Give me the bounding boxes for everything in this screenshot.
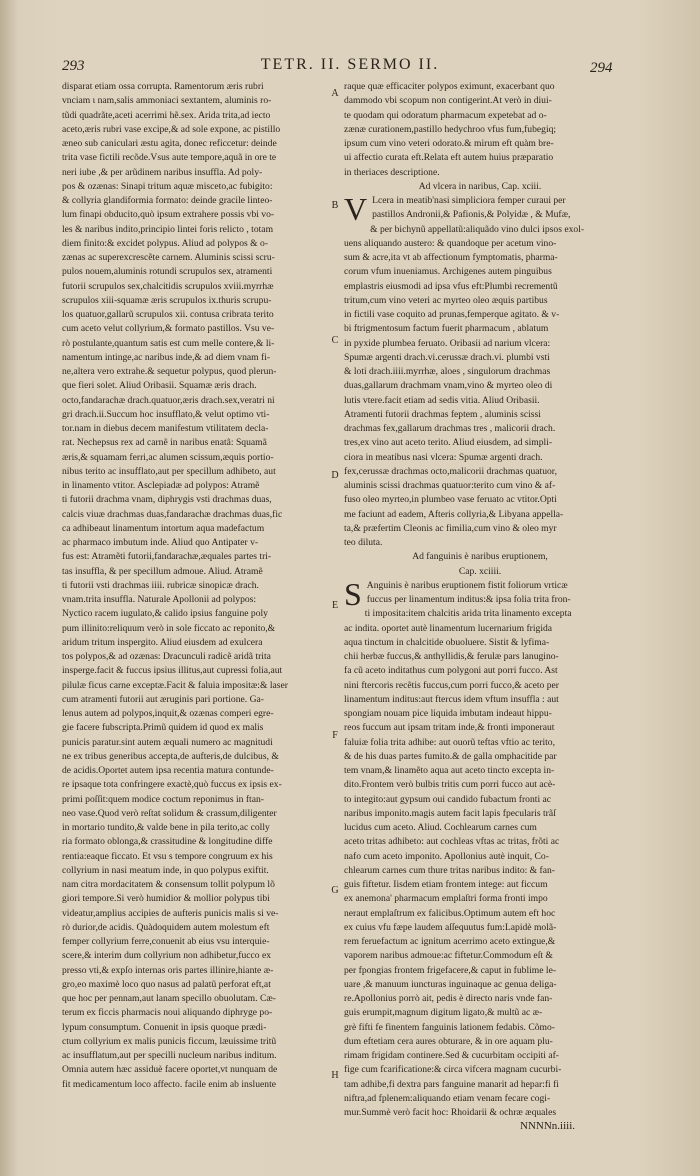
chapter-1-line: uens aliquando austero: & quandoque per acetum vino- [344,237,557,249]
left-column-line: cum aceto velut collyrium,& formato pastillos. Vsu ve- [62,323,275,335]
right-column-line: raque quæ efficaciter polypos eximunt, exacerbant quo [344,81,555,92]
left-column-line: octo,fandarachæ drach.quatuor,æris drach.sex,veratri ni [62,394,275,406]
left-column-line: terum ex ficcis pharmacis noui aliquando diphryge po- [62,1007,273,1019]
right-column [344,80,616,1120]
left-column-line: ac pharmaco imbutum inde. Aliud quo Antipater v- [62,537,259,548]
chapter-1-line: fuso oleo myrteo,in plumbeo vase feruato ac vtitor.Opti [344,494,557,506]
chapter-2-line: fa cũ aceto inditathus cum polygoni aut porri fucco. Ast [344,665,558,677]
left-column-line: in mortario tundito,& valde bene in pila terito,ac colly [62,822,270,833]
chapter-1-line: Lcera in meatib'nasi simpliciora femper curaui per [372,195,566,206]
right-column-line: ui affectio curata eft.Relata eft autem huius præparatio [344,152,554,164]
chapter-2-line: rem feruefactum ac ignitum acerrimo aceto extingue,& [344,936,556,947]
left-column-line: ctum collyrium ex malis punicis ficcum, læuissime tritũ [62,1035,277,1047]
chapter-1-line: in fictili vase coquito ad prunas,femperque agitato. & v- [344,309,560,320]
chapter-2-line: lucidus cum aceto. Aliud. Cochlearum carnes cum [344,822,537,833]
chapter-1-line: aluminis scissi drachmas quatuor:terito cum vino & af- [344,480,556,491]
chapter-1-line: in pyxide plumbea feruato. Oribasii ad narium vlcera: [344,337,551,349]
left-column-line: ac insufflatum,aut per specilli nucleum naribus inditum. [62,1050,277,1061]
left-column-line: zænas ac superexcrescẽte carnem. Aluminis scissi scru- [62,252,275,263]
left-column-line: pulos nouem,aluminis rotundi scrupulos sex, atramenti [62,266,273,278]
chapter-93-body [344,194,616,550]
chapter-2-line: ti imposita:item chalcitis arida trita linamento excepta [364,608,572,620]
left-column-line: les & naribus indito,principio lintei foris relicto , totam [62,223,274,235]
chapter-2-line: reos fuccum aut ipsam tritam inde,& fronti imponeraut [344,722,555,734]
left-column-line: Omnia autem hæc assiduè facere oportet,vt nunquam de [62,1064,278,1076]
chapter-1-line: & per bichynũ appellatũ:aliquãdo vino dulci ipsos exol- [370,223,585,235]
left-column-line: lenus autem ad polypos,inquit,& ozænas comperi egre- [62,708,274,719]
page-number-left: 293 [62,58,85,74]
chapter-1-line: corum vfum inueniamus. Archigenes autem pinguibus [344,266,552,278]
chapter-1-line: bi ftrigmentosum factum fuerit pharmacum , ablatum [344,323,549,335]
left-column-line: ne,altera vero extrahe.& sequetur polypus, quod plerun- [62,366,277,377]
left-column-line: tos polypos,& ad ozænas: Dracunculi radicẽ aridã trita [62,651,271,662]
left-column-line: giori tempore.Si verò humidior & mollior polypus tibi [62,893,270,905]
chapter-93-title: Ad vlcera in naribus, Cap. xciii. [418,180,542,192]
chapter-2-line: per fpongias frontem frigefacere,& caput in fublime le- [344,964,557,976]
chapter-1-line: & loti drach.iiii.myrrhæ, aloes , singulorum drachmas [344,366,551,377]
chapter-2-line: guis erumpit,magnum digitum ligato,& multũ ac æ- [344,1007,543,1019]
chapter-94-number: Cap. xciiii. [458,565,502,577]
margin-letters [328,80,342,1092]
margin-letter: F [332,730,338,741]
right-column-line: te quodam qui odoratum pharmacum expetebat ad o- [344,109,547,121]
left-column-line: punicis paratur.sint autem æquali numero ac magnitudi [62,736,273,748]
left-column-line: cum atramenti futorii aut æruginis pari portione. Ga- [62,693,264,705]
left-column-line: femper collyrium ferre,conuenit ab eius vsu interquie- [62,936,270,947]
margin-letter: B [331,200,339,211]
left-column-line: rentia:eaque ficcato. Et vsu s tempore congruum ex his [62,850,273,862]
chapter-2-line: dito.Frontem verò bulbis tritis cum porri fucco aut acè- [344,779,556,791]
chapter-2-line: tam adhibe,fi dextra pars fanguine manarit ad hepar:fi fi [344,1078,559,1090]
left-column-line: & collyria glandiformia formato: deinde gracile linteo- [62,195,273,206]
left-column-line: aridum tritum inspergito. Aliud eiusdem ad exulcera [62,636,263,648]
right-column-line: zænæ curationem,pastillo hedychroo vfus fum,fubegiq; [344,123,557,135]
left-column-line: tũdi quadrãte,aceti acerrimi hẽ.sex. Arida trita,ad iecto [62,109,271,121]
chapter-94-body [344,579,616,1120]
chapter-1-line: lutis vtere.facit etiam ad sedis vitia. Aliud Oribasii. [344,394,540,406]
chapter-1-line: me faciunt ad eadem, Afteris collyria,& Libyana appella- [344,508,564,520]
left-column-line: ria formato oblonga,& crassitudine & longitudine diffe [62,836,273,848]
left-column-line: calcis viuæ drachmas duas,fandarachæ drachmas duas,fic [62,508,283,520]
chapter-2-line: fuccus per linamentum inditus:& ipsa folia trita fron- [366,594,571,605]
left-column-line: æneo sub caniculari æstu agita, donec reficcetur: deinde [62,138,277,149]
margin-letter: D [331,470,339,481]
chapter-2-line: niftra,ad fplenem:aliquando etiam venam fecare cogi- [344,1092,551,1104]
chapter-94-title: Ad fanguinis è naribus eruptionem, [412,551,548,563]
chapter-2-line: guis fiftetur. Iisdem etiam frontem intege: aut ficcum [344,879,548,890]
margin-letter: G [331,885,339,896]
chapter-2-line: re.Apollonius porrò ait, pedis è directo naris vnde fan- [344,993,553,1004]
chapter-2-line: & de his duas partes fumito.& de galla omphacitide par [344,750,557,762]
chapter-2-line: ac indita. oportet autè linamentum lucernarium frigida [344,622,553,634]
left-column-line: ti futorii vsti drachmas iiii. rubricæ sinopicæ drach. [62,579,259,591]
chapter-1-line: tritum,cum vino veteri ac myrteo oleo æquis partibus [344,294,548,306]
left-column-line: nibus terito ac insufflato,aut per specillum adhibeto, aut [62,465,276,477]
chapter-2-line: Anguinis è naribus eruptionem fistit foliorum vrticæ [366,579,568,591]
chapter-1-line: Atramenti futorii drachmas feptem , aluminis scissi [344,408,541,420]
chapter-2-line: nafo cum aceto imponito. Apollonius autè inquit, Co- [344,850,549,862]
right-column-line: in theriaces descriptione. [344,166,440,178]
chapter-1-line: ciora in meatibus nasi vlcera: Spumæ argenti drach. [344,451,543,463]
left-column-line: gri drach.ii.Succum hoc insufflato,& velut optimo vti- [62,408,270,420]
chapter-2-line: mur.Summè verò facit hoc: Rhoidarii & ochræ æquales [344,1107,557,1118]
chapter-2-line: fige cum fcarificatione:& circa vifcera magnam cucurbi- [344,1064,562,1076]
left-column-line: in linamento vtitor. Asclepiadæ ad polypos: Atramẽ [62,480,260,491]
left-column-line: scere,& interim dum collyrium non adhibetur,fucco ex [62,950,272,962]
chapter-1-line: ta,& præfertim Cleonis ac fimilia,cum vino & oleo myr [344,522,557,534]
margin-letter: A [331,88,339,99]
left-column-line: neri iube ,& per arũdinem naribus insuffla. Ad poly- [62,166,263,178]
left-column-line: futorii scrupulos sex,chalcitidis scrupulos xviii.myrrhæ [62,280,274,292]
chapter-2-line: naribus imponito.magis autem facit lapis fpecularis trãſ [344,807,556,819]
left-column-line: Nyctico racem iugulato,& calido ipsius fanguine poly [62,608,268,620]
chapter-2-line: grè fifti fe finentem fanguinis lationem fedabis. Cõmo- [344,1021,556,1033]
chapter-2-line: dum eftetiam cera aures obturare, & in ore aquam plu- [344,1035,553,1047]
chapter-1-line: drachmas fex,gallarum drachmas tres , malicorii drach. [344,423,556,434]
margin-letter: H [331,1070,339,1081]
left-column-line: gie facere fubscripta.Primũ quidem id quod ex malis [62,722,264,734]
chapter-2-line: ex anemona' pharmacum emplaſtri forma fronti impo [344,893,548,905]
chapter-2-line: ex cuius vfu fæpe laudem aſſequutus fum:Lapidè molã- [344,921,557,933]
left-column-line: collyrium in nasi meatum inde, in quo polypus exiftit. [62,864,269,876]
left-column-line: rò postulante,quantum satis est cum melle contere,& li- [62,337,275,349]
left-column-line: scrupulos xiii-squamæ æris scrupulos ix.thuris scrupu- [62,294,272,306]
left-column-line: que fieri solet. Aliud Oribasii. Squamæ æris drach. [62,380,257,392]
left-column-line: que hoc per pennam,aut lanam specillo obuolutam. Cæ- [62,993,276,1004]
chapter-94-dropcap: S [344,578,362,612]
chapter-1-line: tres,ex vino aut aceto terito. Aliud eiusdem, ad simpli- [344,437,553,449]
chapter-2-line: linamentum inditus:aut ftercus idem vftum insuffla : aut [344,693,559,705]
chapter-1-line: duas,gallarum drachmam vnam,vino & myrteo oleo di [344,380,553,392]
left-column-line: gro,eo maximè loco quo nasus ad palatũ perforat eft,at [62,978,271,990]
chapter-2-line: rimam frigidam continere.Sed & cucurbitam occipiti af- [344,1050,559,1061]
chapter-2-line: aqua tinctum in chalcitide obuoluere. Sistit & lyfima- [344,636,550,648]
left-column-line: fus est: Atramẽti futorii,fandarachæ,æquales partes tri- [62,551,272,563]
left-column-line: pum illinito:reliquum verò in sole ficcato ac reponito,& [62,622,276,634]
left-column-line: trita vase fictili recõde.Vsus aute tempore,aquã in ore te [62,152,277,164]
left-column-line: primi poſſit:quem modice coctum reponimus in ftan- [62,793,264,805]
left-column-line: pilulæ ficus carne exceptæ.Facit & faluia impositæ:& laser [62,679,288,691]
left-column-line: nam citra mordacitatem & consensum tollit polypum lõ [62,879,275,890]
chapter-2-line: tem vnam,& linamẽto aqua aut aceto tincto excepta in- [344,765,555,776]
left-column-line: rò durior,de acidis. Quàdoquidem autem molestum eft [62,921,270,933]
chapter-1-line: Spumæ argenti drach.vi.cerussæ drach.vi. plumbi vsti [344,351,550,363]
chapter-1-line: pastillos Andronii,& Pafionis,& Polyidæ , & Mufæ, [372,209,571,221]
left-column-line: tas insuffla, & per specillum admoue. Aliud. Atramẽ [62,565,263,577]
chapter-2-line: vaporem naribus admoue:ac fiftetur.Commodum eſt & [344,950,553,962]
signature-mark: NNNNn.iiii. [520,1120,575,1132]
page-number-right: 294 [590,60,613,76]
left-column-line: vnciam ι nam,salis ammoniaci sextantem, aluminis ro- [62,95,272,107]
left-column-line: lum finapi obducito,quò ipsum extrahere possis vbi vo- [62,209,275,221]
left-column-line: lypum consumptum. Conuenit in ipsis quoque prædi- [62,1021,267,1033]
right-column-line: dammodo vbi scopum non contigerint.At verò in diui- [344,95,552,107]
chapter-2-line: nini ftercoris recẽtis fuccus,cum porri fucco,& aceto per [344,679,559,691]
left-column-line: insperge.facit & fuccus ipsius illitus,aut cupressi folia,aut [62,665,283,677]
right-column-continuation [344,80,616,180]
left-column-line: æris,& squamam ferri,ac alumen scissum,æquis portio- [62,451,274,463]
chapter-1-line: teo diluta. [344,537,383,548]
left-column-line: diem finito:& excidet polypus. Aliud ad polypos & o- [62,237,268,249]
left-column-line: neo vase.Quod verò reſtat solidum & crassum,diligenter [62,807,277,819]
left-column-line: pos & ozænas: Sinapi tritum aquæ misceto,ac fubigito: [62,180,273,192]
chapter-2-line: chlearum carnes cum thure tritas naribus indito: & fan- [344,864,555,876]
left-column-line: presso vti,& expſo internas oris partes illinire,hiante æ- [62,964,274,976]
left-column-line: los quatuor,gallarũ scrupulos xii. contusa cribrata terito [62,309,274,320]
chapter-1-line: fex,cerussæ drachmas octo,malicorii drachmas quatuor, [344,465,558,477]
chapter-1-line: emplastris eiusmodi ad ipsa vfus eft:Plumbi recrementũ [344,280,558,292]
chapter-2-line: aceto tritas adhibeto: aut cochleas vftas ac tritas, frõti ac [344,836,560,848]
left-column-line: re ipsaque tota confringere exactè,quò fuccus ex ipsis ex- [62,779,282,791]
chapter-2-line: faluiæ folia trita adhibe: aut ouorũ teftas vftio ac terito, [344,736,555,748]
chapter-93-dropcap: V [344,194,368,227]
left-column-line: vnam.trita insuffla. Naturale Apollonii ad polypos: [62,594,257,605]
chapter-2-line: spongiam nouam pice liquida imbutam indeaut hippu- [344,708,552,719]
left-column-line: de acidis.Oportet autem ipsa recentia matura contunde- [62,765,274,776]
margin-letter: C [331,335,339,346]
chapter-2-line: neraut emplaſtrum ex falicibus.Optimum autem eft hoc [344,907,556,919]
left-column-line: ca adhibeaut linamentum intortum aqua madefactum [62,522,265,534]
left-column-line: ne ex tribus generibus accepta,de aufteris,de dulcibus, & [62,750,279,762]
left-column-line: namentum intinge,ac naribus inde,& ad diem vnam fi- [62,351,271,363]
left-column-line: videatur,amplius accipies de aufteris punicis malis si ve- [62,907,279,919]
left-column-line: ti futorii drachma vnam, diphrygis vsti drachmas duas, [62,494,272,506]
chapter-2-line: uare ,& manuum iuncturas inguinaque ac genua deliga- [344,978,557,990]
margin-letter: E [331,600,339,611]
chapter-1-line: sum & acre,ita vt ab affectionum fymptomatis, pharma- [344,252,558,263]
left-column-line: aceto,æris rubri vase excipe,& ad sole expone, ac pistillo [62,123,281,135]
left-column-line: rat. Nechepsus rex ad carnẽ in naribus enatã: Squamã [62,437,267,449]
chapter-2-line: chii herbæ fuccus,& anthyllidis,& ferulæ pars lanugino- [344,651,559,662]
left-column-line: tor.nam in diebus decem manifestum vtilitatem decla- [62,423,269,434]
chapter-2-line: to integito:aut gypsum oui candido fubactum fronti ac [344,793,552,805]
right-column-line: ipsum cum vino veteri odorato.& mirum eft quàm bre- [344,138,554,149]
page-header [0,54,700,80]
left-column-line: fit medicamentum loco affecto. facile enim ab insluente [62,1078,276,1090]
running-title: TETR. II. SERMO II. [260,56,440,73]
left-column [62,80,326,1092]
left-column-line: disparat etiam ossa corrupta. Ramentorum æris rubri [62,81,264,92]
